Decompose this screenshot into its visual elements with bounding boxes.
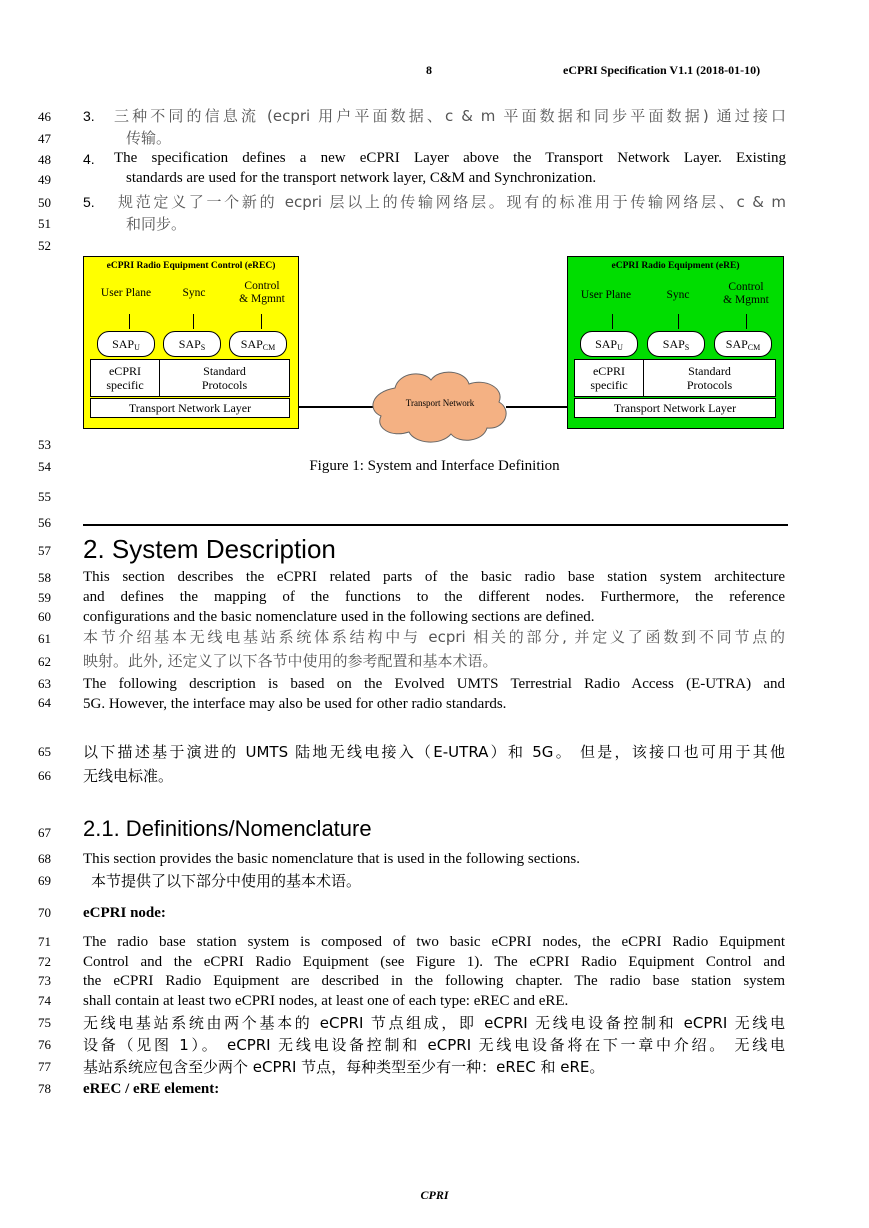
line-number: 59 — [38, 590, 51, 605]
user-plane-label: User Plane — [100, 287, 152, 299]
line-number: 49 — [38, 172, 51, 187]
ecpri-specific-box — [90, 359, 160, 397]
figure-caption: Figure 1: System and Interface Definition — [309, 458, 560, 474]
sap-u — [97, 331, 155, 357]
connector-tick — [612, 314, 613, 329]
line-number: 57 — [38, 543, 51, 558]
control-label-line: & Mgmnt — [239, 293, 285, 305]
control-label-line: Control — [244, 280, 280, 292]
spec-title: eCPRI Specification V1.1 (2018-01-10) — [563, 63, 761, 77]
transport-network-layer-box: Transport Network Layer — [574, 398, 776, 418]
paragraph-line: Control and the eCPRI Radio Equipment (see Figure 1). The eCPRI Radio Equipment Control and — [83, 954, 785, 970]
line-number: 74 — [38, 993, 51, 1008]
paragraph-line: The radio base station system is composed of two basic eCPRI nodes, the eCPRI Radio Equipment — [83, 934, 785, 950]
line-number: 72 — [38, 954, 51, 969]
sap-subscript: U — [617, 343, 623, 352]
connector-tick — [746, 314, 747, 329]
term-heading: eREC / eRE element: — [83, 1081, 220, 1097]
ecpri-specific-box — [574, 359, 644, 397]
sap-label: SAP — [178, 337, 201, 351]
line-number: 62 — [38, 654, 51, 669]
list-item-text: 传输。 — [126, 129, 172, 147]
box-text: specific — [106, 378, 144, 392]
link-line-right — [506, 406, 576, 408]
line-number: 64 — [38, 695, 51, 710]
sap-subscript: CM — [747, 343, 761, 352]
line-number: 54 — [38, 459, 51, 474]
transport-network-layer-box: Transport Network Layer — [90, 398, 290, 418]
subsection-heading: 2.1. Definitions/Nomenclature — [83, 816, 372, 841]
sap-label: SAP — [725, 337, 748, 351]
connector-tick — [193, 314, 194, 329]
paragraph-line: 无线电基站系统由两个基本的 eCPRI 节点组成，即 eCPRI 无线电设备控制和 eCPRI 无线电 — [83, 1014, 785, 1032]
term-heading: eCPRI node: — [83, 905, 166, 921]
paragraph-line: configurations and the basic nomenclature used in the following sections are defined. — [83, 609, 595, 625]
line-number: 68 — [38, 851, 51, 866]
sap-s — [163, 331, 221, 357]
sap-label: SAP — [112, 337, 135, 351]
section-divider — [83, 524, 788, 526]
page-number: 8 — [426, 63, 432, 77]
sap-subscript: S — [200, 343, 206, 352]
line-number: 48 — [38, 152, 51, 167]
cloud-label: Transport Network — [405, 398, 475, 408]
sync-label: Sync — [182, 287, 206, 299]
connector-tick — [129, 314, 130, 329]
paragraph-line: the eCPRI Radio Equipment are described in the following chapter. The radio base station system — [83, 973, 785, 989]
box-text: Protocols — [686, 378, 733, 392]
list-item-text: 和同步。 — [126, 215, 187, 233]
line-number: 52 — [38, 238, 51, 253]
box-text: eCPRI — [592, 364, 625, 378]
line-number: 66 — [38, 768, 51, 783]
box-text: Standard — [688, 364, 731, 378]
sap-label: SAP — [240, 337, 263, 351]
connector-tick — [261, 314, 262, 329]
paragraph-line: 本节提供了以下部分中使用的基本术语。 — [91, 872, 362, 890]
line-number: 58 — [38, 570, 51, 585]
paragraph-line: 映射。此外, 还定义了以下各节中使用的参考配置和基本术语。 — [83, 652, 498, 670]
line-number: 76 — [38, 1037, 51, 1052]
section-heading: 2. System Description — [83, 534, 336, 564]
line-number: 61 — [38, 631, 51, 646]
sap-u — [580, 331, 638, 357]
list-item-number: 3. — [83, 108, 95, 124]
paragraph-line: 5G. However, the interface may also be used for other radio standards. — [83, 696, 507, 712]
list-item-text: 规范定义了一个新的 ecpri 层以上的传输网络层。现有的标准用于传输网络层、c & m — [118, 193, 786, 211]
standard-protocols-box — [159, 359, 290, 397]
sap-label: SAP — [595, 337, 618, 351]
box-text: Protocols — [201, 378, 248, 392]
box-text: specific — [590, 378, 628, 392]
line-number: 67 — [38, 825, 51, 840]
sap-label: SAP — [662, 337, 685, 351]
sap-subscript: U — [134, 343, 140, 352]
box-text: eCPRI — [108, 364, 141, 378]
line-number: 63 — [38, 676, 51, 691]
paragraph-line: This section provides the basic nomenclature that is used in the following sections. — [83, 851, 580, 867]
sap-subscript: CM — [262, 343, 276, 352]
line-number: 60 — [38, 609, 51, 624]
list-item-text: standards are used for the transport network layer, C&M and Synchronization. — [126, 170, 597, 186]
sap-cm — [229, 331, 287, 357]
line-number: 77 — [38, 1059, 51, 1074]
list-item-number: 5. — [83, 194, 95, 210]
footer-label: CPRI — [420, 1188, 449, 1202]
line-number: 78 — [38, 1081, 51, 1096]
sync-label: Sync — [666, 289, 690, 301]
line-number: 71 — [38, 934, 51, 949]
paragraph-line: 基站系统应包含至少两个 eCPRI 节点，每种类型至少有一种：eREC 和 eRE。 — [83, 1058, 605, 1076]
paragraph-line: 设备（见图 1）。 eCPRI 无线电设备控制和 eCPRI 无线电设备将在下一章中介绍。 无线电 — [83, 1036, 785, 1054]
line-number: 56 — [38, 515, 51, 530]
list-item-number: 4. — [83, 151, 95, 167]
control-label — [232, 280, 292, 306]
line-number: 73 — [38, 973, 51, 988]
paragraph-line: and defines the mapping of the functions to the different nodes. Furthermore, the reference — [83, 589, 785, 605]
line-number: 65 — [38, 744, 51, 759]
line-number: 47 — [38, 131, 51, 146]
box-text: Standard — [203, 364, 246, 378]
ere-node — [567, 256, 784, 429]
control-label — [716, 281, 776, 307]
user-plane-label: User Plane — [580, 289, 632, 301]
paragraph-line: The following description is based on the Evolved UMTS Terrestrial Radio Access (E-UTRA) and — [83, 676, 785, 692]
list-item-text: 三种不同的信息流 (ecpri 用户平面数据、c & m 平面数据和同步平面数据) 通过接口 — [114, 107, 786, 125]
line-number: 75 — [38, 1015, 51, 1030]
sap-subscript: S — [684, 343, 690, 352]
connector-tick — [678, 314, 679, 329]
line-number: 51 — [38, 216, 51, 231]
line-number: 70 — [38, 905, 51, 920]
list-item-text: The specification defines a new eCPRI Layer above the Transport Network Layer. Existing — [114, 150, 786, 166]
standard-protocols-box — [643, 359, 776, 397]
paragraph-line: 本节介绍基本无线电基站系统体系结构中与 ecpri 相关的部分, 并定义了函数到不同节点的 — [83, 628, 785, 646]
sap-cm — [714, 331, 772, 357]
paragraph-line: 无线电标准。 — [83, 767, 174, 785]
paragraph-line: 以下描述基于演进的 UMTS 陆地无线电接入（E-UTRA）和 5G。 但是，该接口也可用于其他 — [83, 743, 785, 761]
line-number: 50 — [38, 195, 51, 210]
line-number: 53 — [38, 437, 51, 452]
control-label-line: Control — [728, 281, 764, 293]
line-number: 69 — [38, 873, 51, 888]
ere-title: eCPRI Radio Equipment (eRE) — [611, 261, 740, 271]
line-number: 55 — [38, 489, 51, 504]
paragraph-line: shall contain at least two eCPRI nodes, at least one of each type: eREC and eRE. — [83, 993, 569, 1009]
erec-title: eCPRI Radio Equipment Control (eREC) — [106, 261, 276, 271]
line-number: 46 — [38, 109, 51, 124]
erec-node — [83, 256, 299, 429]
control-label-line: & Mgmnt — [723, 294, 769, 306]
sap-s — [647, 331, 705, 357]
paragraph-line: This section describes the eCPRI related parts of the basic radio base station system architecture — [83, 569, 785, 585]
